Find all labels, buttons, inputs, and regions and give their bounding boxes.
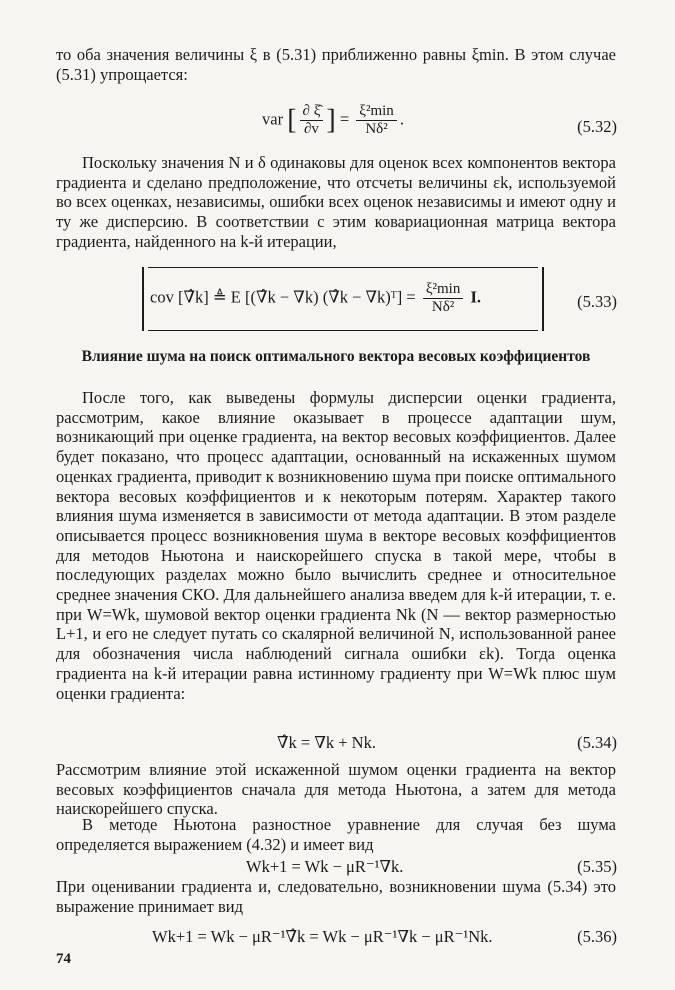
equation-number-5-32: (5.32): [577, 117, 617, 136]
equation-number-5-34: (5.34): [577, 733, 617, 752]
equation-5-32: var [ $\frac{\partial \xî}{\partial v}$ ] = $\frac{\text{ξ²min}}{\text{Nδ²}}$ .: [262, 103, 404, 137]
paragraph-intro: то оба значения величины ξ в (5.31) приближенно равны ξmin. В этом случае (5.31) упрощается:: [56, 45, 616, 84]
page-number: 74: [56, 951, 71, 967]
equation-number-5-35: (5.35): [577, 857, 617, 876]
equation-number-5-33: (5.33): [577, 292, 617, 311]
equation-5-34: ∇̂k = ∇k + Nk.: [277, 733, 376, 752]
paragraph-noise-estimation: При оценивании градиента и, следовательно, возникновении шума (5.34) это выражение принимает вид: [56, 877, 616, 916]
section-heading: Влияние шума на поиск оптимального вектора весовых коэффициентов: [81, 348, 591, 365]
equation-5-35: Wk+1 = Wk − μR⁻¹∇k.: [246, 857, 404, 876]
paragraph-noise-influence: После того, как выведены формулы дисперсии оценки градиента, рассмотрим, какое влияние оказывает в процессе адаптации шум, возникающий при оценке градиента, на вектор весовых коэффициентов. Далее будет показано, что процесс адаптации, основанный на искаженных шумом оценках градиента, приводит к возникновению шума при поиске оптимального вектора весовых коэффициентов и к некоторым потерям. Характер такого влияния шума изменяется в зависимости от метода адаптации. В этом разделе описывается процесс возникновения шума в векторе весовых коэффициентов для методов Ньютона и наискорейшего спуска в такой мере, чтобы в последующих разделах можно было вычислить среднее и относительное среднее значения СКО. Для дальнейшего анализа введем для k-й итерации, т. е. при W=Wk, шумовой вектор оценки градиента Nk (N — вектор размерностью L+1, и его не следует путать со скалярной величиной N, использованной ранее для обозначения числа наблюдений сигнала ошибки εk). Тогда оценка градиента на k-й итерации равна истинному градиенту при W=Wk плюс шум оценки градиента:: [56, 388, 616, 703]
equation-5-36: Wk+1 = Wk − μR⁻¹∇̂k = Wk − μR⁻¹∇k − μR⁻¹Nk.: [152, 927, 493, 946]
paragraph-newton-intro: Рассмотрим влияние этой искаженной шумом оценки градиента на вектор весовых коэффициентов сначала для метода Ньютона, а затем для метода наискорейшего спуска.: [56, 760, 616, 819]
equation-5-33: cov [∇̂k] ≜ E [(∇̂k − ∇k) (∇̂k − ∇k)ᵀ] = $\frac{\text{ξ²min}}{\text{Nδ²}}$ I.: [150, 281, 482, 315]
paragraph-newton-method: В методе Ньютона разностное уравнение для случая без шума определяется выражением (4.32) и имеет вид: [56, 815, 616, 854]
paragraph-covariance: Поскольку значения N и δ одинаковы для оценок всех компонентов вектора градиента и сделано предположение, что отсчеты величины εk, используемой во всех оценках, независимы, ошибки всех оценок независимы и имеют одну и ту же дисперсию. В соответствии с этим ковариационная матрица вектора градиента, найденного на k-й итерации,: [56, 153, 616, 251]
equation-number-5-36: (5.36): [577, 927, 617, 946]
